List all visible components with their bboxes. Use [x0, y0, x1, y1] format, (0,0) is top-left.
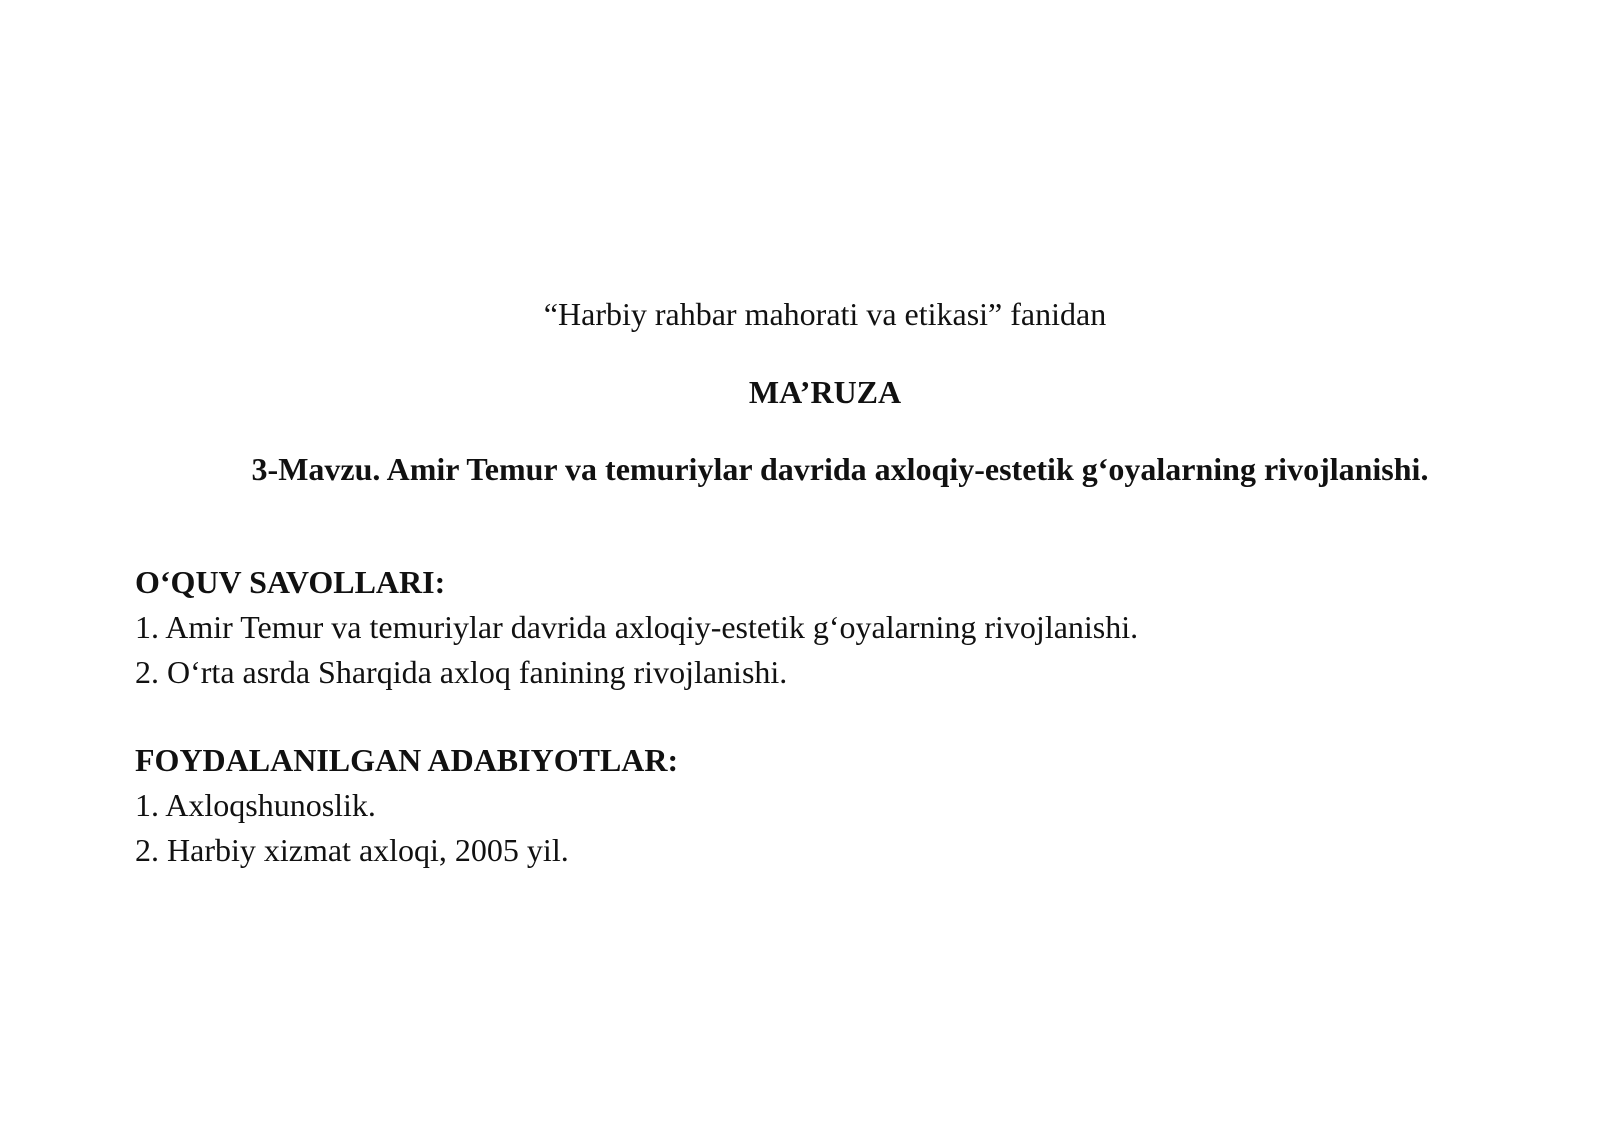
question-item: 2. O‘rta asrda Sharqida axloq fanining rivojlanishi. [135, 654, 788, 690]
literature-heading: FOYDALANILGAN ADABIYOTLAR: [135, 742, 679, 778]
subject-line: “Harbiy rahbar mahorati va etikasi” fanidan [543, 296, 1107, 332]
topic-title: 3-Mavzu. Amir Temur va temuriylar davrida axloqiy-estetik g‘oyalarning rivojlanishi. [251, 451, 1429, 487]
document-type-title: MA’RUZA [748, 374, 902, 410]
questions-heading: O‘QUV SAVOLLARI: [135, 564, 446, 600]
literature-item: 1. Axloqshunoslik. [135, 787, 376, 823]
literature-item: 2. Harbiy xizmat axloqi, 2005 yil. [135, 832, 569, 868]
question-item: 1. Amir Temur va temuriylar davrida axloqiy-estetik g‘oyalarning rivojlanishi. [135, 609, 1139, 645]
